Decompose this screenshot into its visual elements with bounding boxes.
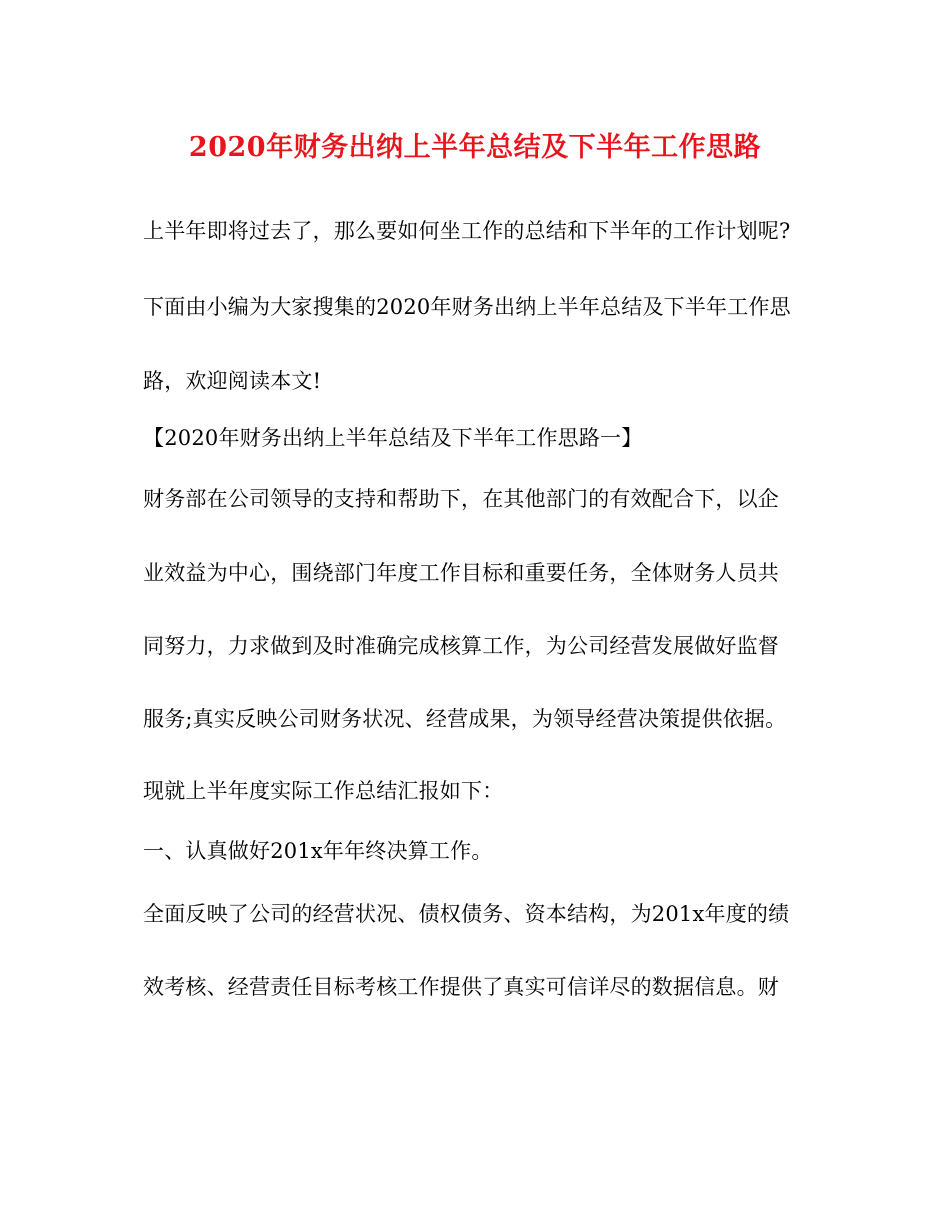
- section-heading: 【2020年财务出纳上半年总结及下半年工作思路一】: [143, 426, 643, 450]
- body-line: 全面反映了公司的经营状况、债权债务、资本结构，为201x年度的绩: [143, 902, 790, 926]
- body-line: 业效益为中心，围绕部门年度工作目标和重要任务，全体财务人员共: [143, 561, 779, 585]
- body-line: 财务部在公司领导的支持和帮助下，在其他部门的有效配合下，以企: [143, 487, 779, 511]
- body-line: 效考核、经营责任目标考核工作提供了真实可信详尽的数据信息。财: [143, 975, 779, 999]
- body-line: 现就上半年度实际工作总结汇报如下：: [143, 779, 504, 803]
- body-line: 上半年即将过去了，那么要如何坐工作的总结和下半年的工作计划呢?: [143, 219, 791, 243]
- body-line: 下面由小编为大家搜集的2020年财务出纳上半年总结及下半年工作思: [143, 295, 791, 319]
- section-heading: 一、认真做好201x年年终决算工作。: [143, 839, 493, 863]
- body-line: 同努力，力求做到及时准确完成核算工作，为公司经营发展做好监督: [143, 634, 779, 658]
- document-title: 2020年财务出纳上半年总结及下半年工作思路: [188, 132, 762, 163]
- body-line: 路，欢迎阅读本文!: [143, 369, 322, 393]
- body-line: 服务;真实反映公司财务状况、经营成果，为领导经营决策提供依据。: [143, 707, 787, 731]
